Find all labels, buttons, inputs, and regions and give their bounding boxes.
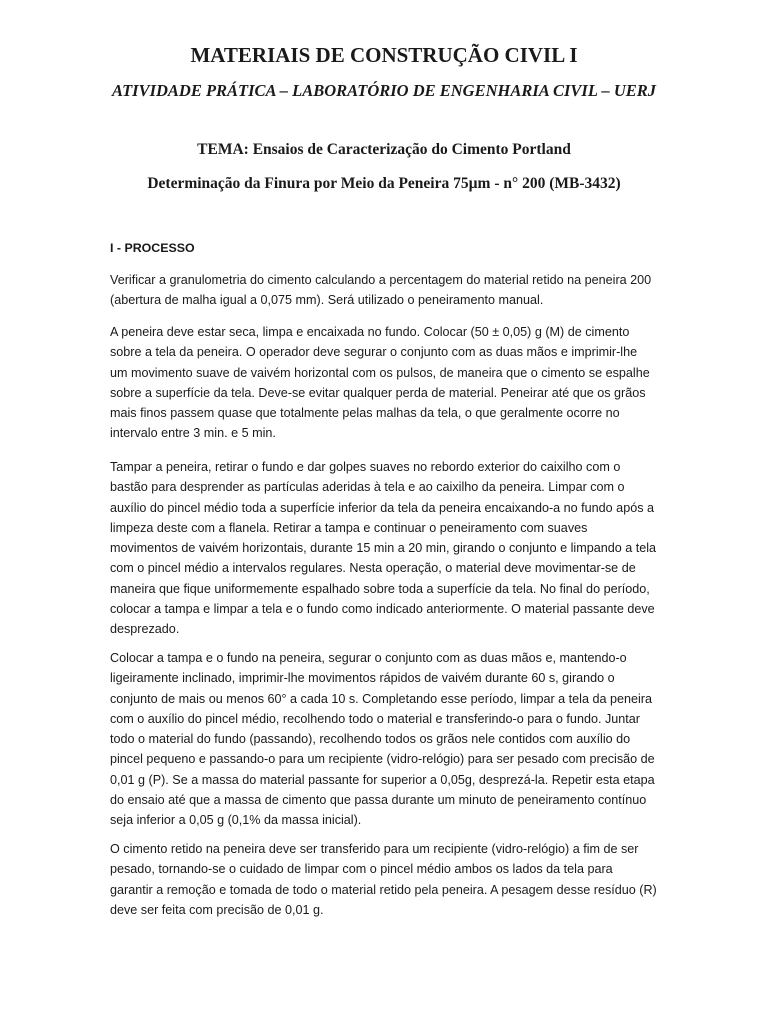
document-subtitle: ATIVIDADE PRÁTICA – LABORATÓRIO DE ENGENHARIA CIVIL – UERJ — [111, 81, 657, 100]
paragraph-2: A peneira deve estar seca, limpa e encaixada no fundo. Colocar (50 ± 0,05) g (M) de cimento sobre a tela da peneira. O operador deve segurar o conjunto com as duas mãos e imprimir-lhe um movimento suave de vaivém horizontal com os pulsos, de maneira que o cimento se espalhe sobre a superfície da tela. Deve-se evitar qualquer perda de material. Peneirar até que os grãos mais finos passem quase que totalmente pelas malhas da tela, o que geralmente ocorre no intervalo entre 3 min. e 5 min. — [110, 325, 650, 441]
section-heading: I - PROCESSO — [110, 241, 195, 255]
paragraph-1: Verificar a granulometria do cimento calculando a percentagem do material retido na peneira 200 (abertura de malha igual a 0,075 mm). Será utilizado o peneiramento manual. — [110, 273, 652, 308]
paragraph-3: Tampar a peneira, retirar o fundo e dar golpes suaves no rebordo exterior do caixilho com o bastão para desprender as partículas aderidas à tela e ao caixilho da peneira. Limpar com o auxílio do pincel médio toda a superfície inferior da tela da peneira encaixando-a no fundo após a limpeza deste com a flanela. Retirar a tampa e continuar o peneiramento com suaves movimentos de vaivém horizontais, durante 15 min a 20 min, girando o conjunto e limpando a tela com o pincel médio a intervalos regulares. Nesta operação, o material deve movimentar-se de maneira que fique uniformemente espalhado sobre toda a superfície da tela. No final do período, colocar a tampa e limpar a tela e o fundo como indicado anteriormente. O material passante deve desprezado. — [110, 460, 657, 637]
method-heading: Determinação da Finura por Meio da Peneira 75µm - n° 200 (MB-3432) — [147, 175, 621, 192]
paragraph-4: Colocar a tampa e o fundo na peneira, segurar o conjunto com as duas mãos e, mantendo-o ligeiramente inclinado, imprimir-lhe movimentos rápidos de vaivém durante 60 s, girando o conjunto de mais ou menos 60° a cada 10 s. Completando esse período, limpar a tela da peneira com o auxílio do pincel médio, recolhendo todo o material e transferindo-o para o fundo. Juntar todo o material do fundo (passando), recolhendo todos os grãos nele contidos com auxílio do pincel pequeno e passando-o para um recipiente (vidro-relógio) para ser pesado com precisão de 0,01 g (P). Se a massa do material passante for superior a 0,05g, desprezá-la. Repetir esta etapa do ensaio até que a massa de cimento que passa durante um minuto de peneiramento contínuo seja inferior a 0,05 g (0,1% da massa inicial). — [110, 651, 655, 828]
document-title: MATERIAIS DE CONSTRUÇÃO CIVIL I — [190, 43, 578, 67]
theme-heading: TEMA: Ensaios de Caracterização do Cimento Portland — [197, 141, 571, 158]
paragraph-5: O cimento retido na peneira deve ser transferido para um recipiente (vidro-relógio) a fim de ser pesado, tornando-se o cuidado de limpar com o pincel médio ambos os lados da tela para garantir a remoção e tomada de todo o material retido pela peneira. A pesagem desse resíduo (R) deve ser feita com precisão de 0,01 g. — [110, 842, 657, 917]
